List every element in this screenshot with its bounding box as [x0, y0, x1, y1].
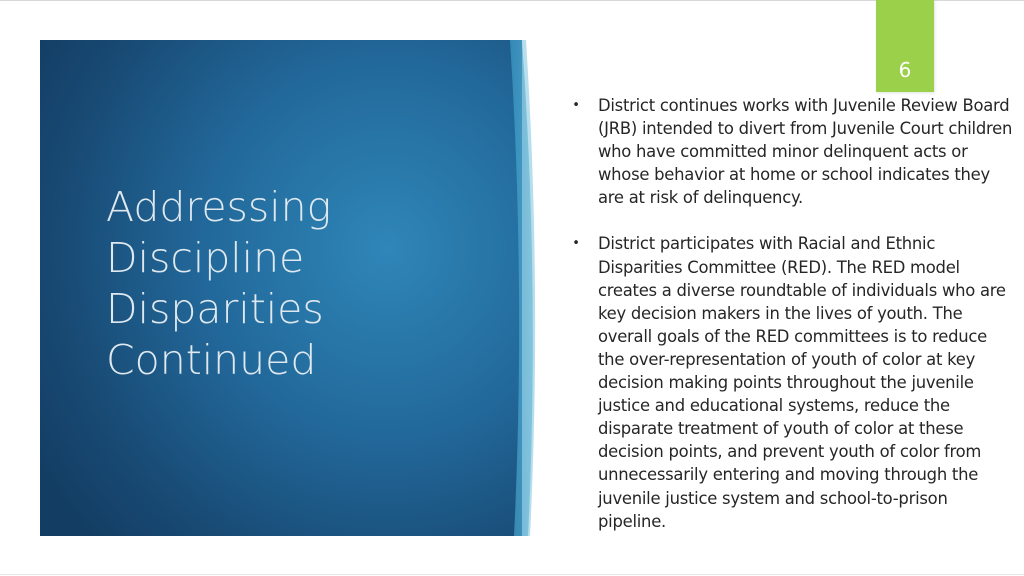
bullet-list [570, 94, 1015, 533]
bullet-text: District continues works with Juvenile Review Board (JRB) intended to divert from Juvenile Court children who have committed minor delinquent acts or whose behavior at home or school indicates they are at risk of delinquency. [598, 96, 1013, 208]
top-divider [0, 0, 1024, 1]
page-number-tab [876, 0, 934, 92]
bullet-item [570, 94, 1015, 209]
page-number: 6 [898, 58, 912, 82]
bottom-divider [0, 574, 1024, 575]
slide-title [106, 182, 486, 386]
bullet-icon: • [572, 236, 580, 252]
bullet-text: District participates with Racial and Ethnic Disparities Committee (RED). The RED model creates a diverse roundtable of individuals who are key decision makers in the lives of youth. The overall goals of the RED committees is to reduce the over-representation of youth of color at key decision making points throughout the juvenile justice and educational systems, reduce the disparate treatment of youth of color at these decision points, and prevent youth of color from unnecessarily entering and moving through the juvenile justice system and school-to-prison pipeline. [598, 234, 1006, 531]
title-line: Disparities [106, 285, 324, 333]
title-line: Discipline [106, 234, 305, 282]
bullet-item [570, 232, 1015, 532]
title-line: Addressing [106, 183, 332, 231]
bullet-icon: • [572, 98, 580, 113]
title-line: Continued [106, 336, 317, 384]
